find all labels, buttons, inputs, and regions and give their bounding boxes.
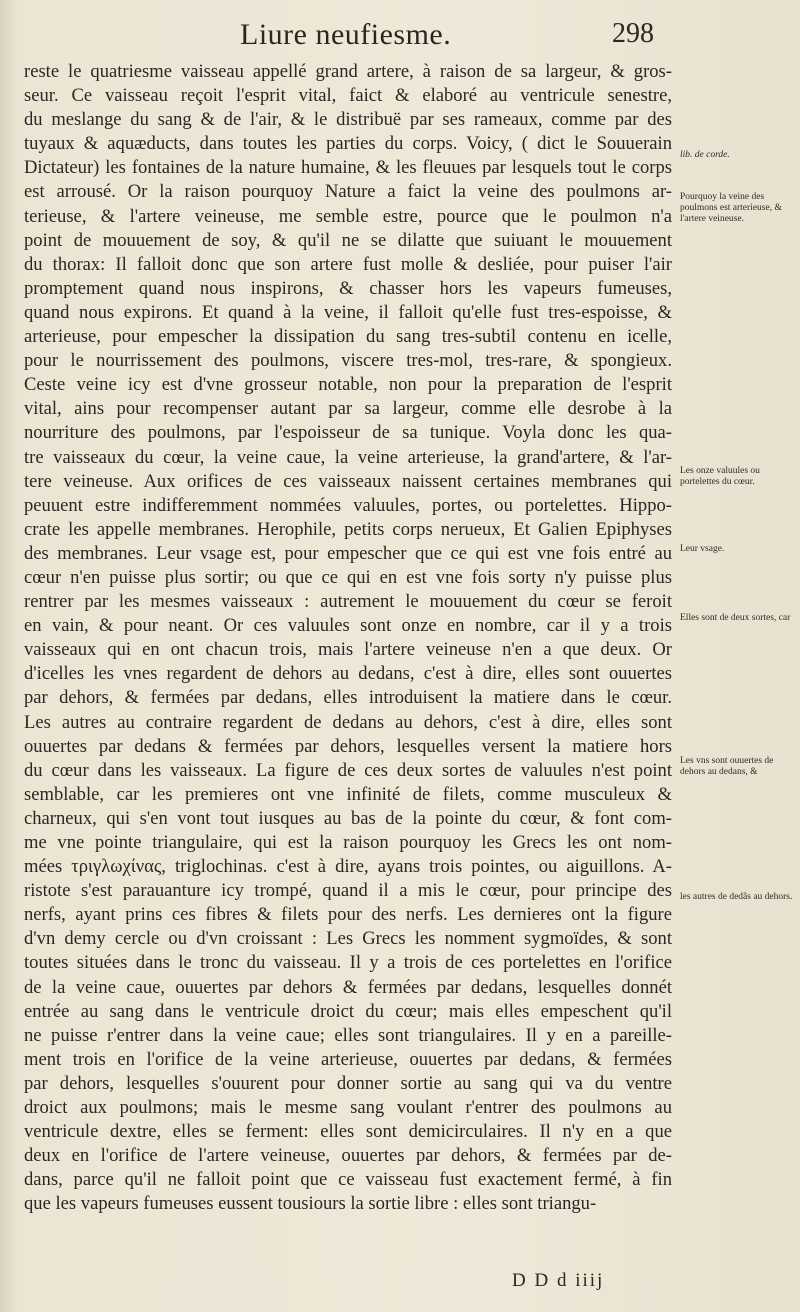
text-line: arterieuse, pour empescher la dissipation du sang tres-subtil contenu en icelle, [24, 326, 672, 348]
text-line: ventricule dextre, elles se ferment: elles sont demicirculaires. Il n'y en a que [24, 1121, 672, 1143]
text-line: que les vapeurs fumeuses eussent tousiours la sortie libre : elles sont triangu- [24, 1193, 597, 1215]
text-line: vital, ains pour recompenser autant par sa largeur, comme elle desrobe à la [24, 398, 672, 420]
margin-note-ouuertes: Les vns sont ouuertes de dehors au dedans, & [680, 756, 774, 777]
text-line: peuuent estre indifferemment nommées valuules, portes, ou portelettes. Hippo- [24, 494, 672, 516]
text-line: deux en l'orifice de l'artere veineuse, ouuertes par dehors, & fermées par de- [24, 1145, 672, 1167]
text-line: ne puisse r'entrer dans la veine caue; elles sont triangulaires. Il y en a pareille- [24, 1024, 672, 1046]
signature-mark: D D d iiij [512, 1270, 605, 1291]
text-line: tuyaux & aquæducts, dans toutes les parties du corps. Voicy, ( dict le Souuerain [24, 133, 672, 155]
text-line: me vne pointe triangulaire, qui est la raison pourquoy les Grecs les ont nom- [24, 832, 672, 853]
margin-note-sortes: Elles sont de deux sortes, car [680, 613, 791, 623]
text-line: point de mouuement de soy, & qu'il ne se dilatte que suiuant le mouuement [24, 229, 672, 251]
margin-note-dehors: les autres de dedãs au dehors. [680, 892, 793, 902]
page-number: 298 [612, 18, 654, 49]
text-line: quand nous expirons. Et quand à la veine, il falloit qu'elle fust tres-espoisse, & [24, 301, 672, 323]
text-line: mées τριγλωχίνας, triglochinas. c'est à dire, ayans trois pointes, ou aiguillons. A- [24, 856, 672, 878]
body-text [24, 60, 672, 1217]
text-line: seur. Ce vaisseau reçoit l'esprit vital, faict & elaboré au ventricule senestre, [24, 85, 672, 107]
text-line: nerfs, ayant prins ces fibres & filets pour des nerfs. Les dernieres ont la figure [24, 904, 672, 926]
text-line: crate les appelle membranes. Herophile, petits corps nerueux, Et Galien Epiphyses [24, 518, 672, 540]
text-line: ristote s'est parauanture icy trompé, quand il a mis le cœur, pour principe des [24, 880, 672, 902]
text-line: rentrer par les mesmes vaisseaux : autrement le mouuement du cœur se feroit [24, 591, 672, 613]
text-line: tre vaisseaux du cœur, la veine caue, la veine arterieuse, la grand'artere, & l'ar- [24, 446, 672, 468]
text-line: pour le nourrissement des poulmons, viscere tres-mol, tres-rare, & spongieux. [24, 350, 672, 372]
text-line: toutes situées dans le tronc du vaisseau. Il y a trois de ces portelettes en l'orifice [24, 952, 672, 974]
text-line: d'vn demy cercle ou d'vn croissant : Les Grecs les nomment sygmoïdes, & sont [24, 928, 672, 950]
text-line: dans, parce qu'il ne falloit point que ce vaisseau fust exactement fermé, à fin [24, 1169, 672, 1191]
text-line: reste le quatriesme vaisseau appellé grand artere, à raison de sa largeur, & gros- [24, 61, 672, 82]
text-line: nourriture des poulmons, par l'espoisseur de sa tunique. Voyla donc les qua- [24, 422, 672, 444]
text-line: Dictateur) les fontaines de la nature humaine, & les fleuues par lesquels tout le corps [24, 157, 672, 179]
text-line: promptement quand nous inspirons, & chasser hors les vapeurs fumeuses, [24, 277, 672, 299]
margin-note-source: lib. de corde. [680, 150, 730, 160]
text-line: du meslange du sang & de l'air, & le distribuë par ses rameaux, comme par des [24, 109, 672, 131]
text-line: des membranes. Leur vsage est, pour empescher que ce qui est vne fois entré au [24, 542, 672, 564]
text-line: entrée au sang dans le ventricule droict du cœur; mais elles empeschent qu'il [24, 1000, 672, 1022]
margin-note-veine: Pourquoy la veine des poulmons est arterieuse, & l'artere veineuse. [680, 192, 782, 224]
text-line: tere veineuse. Aux orifices de ces vaisseaux naissent certaines membranes qui [24, 470, 672, 492]
text-line: terieuse, & l'artere veineuse, me semble estre, pource que le poulmon n'a [24, 205, 672, 227]
text-line: du cœur dans les vaisseaux. La figure de ces deux sortes de valuules n'est point [24, 759, 672, 781]
text-line: d'icelles les vnes regardent de dehors au dedans, c'est à dire, elles sont ouuertes [24, 663, 672, 685]
text-line: charneux, qui s'en vont tout iusques au bas de la pointe du cœur, & font com- [24, 807, 672, 829]
text-line: ment trois en l'orifice de la veine arterieuse, ouuertes par dedans, & fermées [24, 1048, 672, 1070]
text-line: Les autres au contraire regardent de dedans au dehors, c'est à dire, elles sont [24, 711, 672, 733]
text-line: ouuertes par dedans & fermées par dehors, lesquelles versent la matiere hors [24, 735, 672, 757]
text-line: du thorax: Il falloit donc que son artere fust molle & desliée, pour puiser l'air [24, 253, 672, 275]
text-line: en vain, & pour neant. Or ces valuules sont onze en nombre, car il y a trois [24, 615, 672, 637]
text-line: par dehors, lesquelles s'ouurent pour donner sortie au sang qui va du ventre [24, 1072, 672, 1094]
text-line: par dehors, & fermées par dedans, elles introduisent la matiere dans le cœur. [24, 687, 672, 709]
margin-note-vsage: Leur vsage. [680, 544, 725, 554]
text-line: Ceste veine icy est d'vne grosseur notable, non pour la preparation de l'esprit [24, 374, 672, 396]
text-line: semblable, car les premieres ont vne infinité de filets, comme musculeux & [24, 783, 672, 805]
text-line: de la veine caue, ouuertes par dehors & fermées par dedans, lesquelles donnét [24, 976, 672, 998]
text-line: droict aux poulmons; mais le mesme sang voulant r'entrer des poulmons au [24, 1097, 672, 1119]
margin-note-valuules: Les onze valuules ou portelettes du cœur. [680, 466, 760, 487]
text-line: est arrousé. Or la raison pourquoy Nature a faict la veine des poulmons ar- [24, 181, 672, 203]
text-line: cœur n'en puisse plus sortir; ou que ce qui en est vne fois sorty n'y puisse plus [24, 566, 672, 588]
running-title: Liure neufiesme. [240, 18, 452, 51]
text-line: vaisseaux qui en ont chacun trois, mais l'artere veineuse n'en a que deux. Or [24, 639, 672, 661]
